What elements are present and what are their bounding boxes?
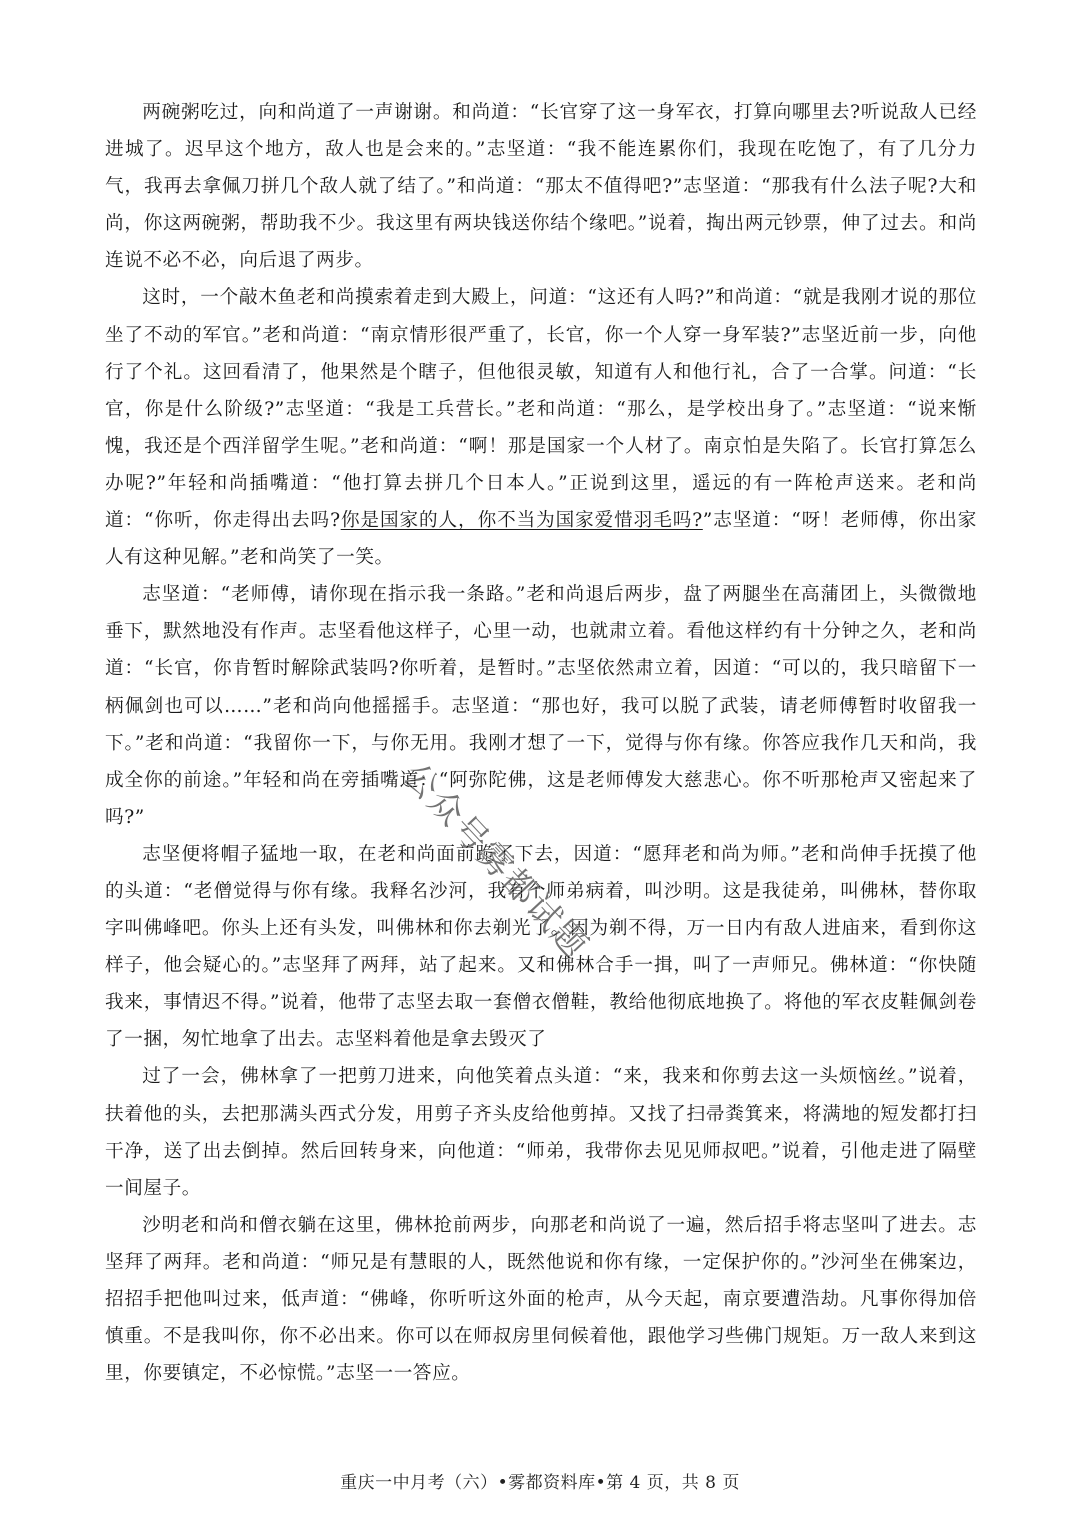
article-body (105, 94, 977, 1392)
paragraph-2-tail: ”志坚道：“呀！老师傅，你出家人有这种见解。”老和尚笑了一笑。 (105, 510, 978, 569)
paragraph-6: 沙明老和尚和僧衣躺在这里，佛林抢前两步，向那老和尚说了一遍，然后招手将志坚叫了进去。志坚拜了两拜。老和尚道：“师兄是有慧眼的人，既然他说和你有缘，一定保护你的。”沙河坐在佛案边，招招手把他叫过来，低声道：“佛峰，你听听这外面的枪声，从今天起，南京要遭浩劫。凡事你得加倍慎重。不是我叫你，你不必出来。你可以在师叔房里伺候着他，跟他学习些佛门规矩。万一敌人来到这里，你要镇定，不必惊慌。”志坚一一答应。 (105, 1214, 977, 1385)
paragraph-1: 两碗粥吃过，向和尚道了一声谢谢。和尚道：“长官穿了这一身军衣，打算向哪里去?听说敌人已经进城了。迟早这个地方，敌人也是会来的。”志坚道：“我不能连累你们，我现在吃饱了，有了几分力气，我再去拿佩刀拼几个敌人就了结了。”和尚道：“那太不值得吧?”志坚道：“那我有什么法子呢?大和尚，你这两碗粥，帮助我不少。我这里有两块钱送你结个缘吧。”说着，掏出两元钞票，伸了过去。和尚连说不必不必，向后退了两步。 (105, 102, 977, 272)
paragraph-5: 过了一会，佛林拿了一把剪刀进来，向他笑着点头道：“来，我来和你剪去这一头烦恼丝。”说着，扶着他的头，去把那满头西式分发，用剪子齐头皮给他剪掉。又找了扫帚粪箕来，将满地的短发都打扫干净，送了出去倒掉。然后回转身来，向他道：“师弟，我带你去见见师叔吧。”说着，引他走进了隔壁一间屋子。 (105, 1066, 977, 1199)
watermark: 公众号雾都试题 (394, 755, 597, 968)
paragraph-4: 志坚便将帽子猛地一取，在老和尚面前跪了下去，因道：“愿拜老和尚为师。”老和尚伸手抚摸了他的头道：“老僧觉得与你有缘。我释名沙河，我有个师弟病着，叫沙明。这是我徒弟，叫佛林，替你取字叫佛峰吧。你头上还有头发，叫佛林和你去剃光了。因为剃不得，万一日内有敌人进庙来，看到你这样子，他会疑心的。”志坚拜了两拜，站了起来。又和佛林合手一揖，叫了一声师兄。佛林道：“你快随我来，事情迟不得。”说着，他带了志坚去取一套僧衣僧鞋，教给他彻底地换了。将他的军衣皮鞋佩剑卷了一捆，匆忙地拿了出去。志坚料着他是拿去毁灭了 (105, 843, 977, 1051)
underlined-sentence: 你是国家的人，你不当为国家爱惜羽毛吗? (340, 510, 703, 532)
paragraph-3: 志坚道：“老师傅，请你现在指示我一条路。”老和尚退后两步，盘了两腿坐在高蒲团上，头微微地垂下，默然地没有作声。志坚看他这样子，心里一动，也就肃立着。看他这样约有十分钟之久，老和尚道：“长官，你肯暂时解除武装吗?你听着，是暂时。”志坚依然肃立着，因道：“可以的，我只暗留下一柄佩剑也可以……”老和尚向他摇摇手。志坚道：“那也好，我可以脱了武装，请老师傅暂时收留我一下。”老和尚道：“我留你一下，与你无用。我刚才想了一下，觉得与你有缘。你答应我作几天和尚，我成全你的前途。”年轻和尚在旁插嘴道：“阿弥陀佛，这是老师傅发大慈悲心。你不听那枪声又密起来了吗?” (105, 584, 977, 828)
page-footer: 重庆一中月考（六）•雾都资料库•第 4 页，共 8 页 (340, 1473, 740, 1493)
paragraph-2-text: 这时，一个敲木鱼老和尚摸索着走到大殿上，问道：“这还有人吗?”和尚道：“就是我刚才说的那位坐了不动的军官。”老和尚道：“南京情形很严重了，长官，你一个人穿一身军装?”志坚近前一步，向他行了个礼。这回看清了，他果然是个瞎子，但他很灵敏，知道有人和他行礼，合了一合掌。问道：“长官，你是什么阶级?”志坚道：“我是工兵营长。”老和尚道：“那么，是学校出身了。”志坚道：“说来惭愧，我还是个西洋留学生呢。”老和尚道：“啊！那是国家一个人材了。南京怕是失陷了。长官打算怎么办呢?”年轻和尚插嘴道：“他打算去拼几个日本人。”正说到这里，遥远的有一阵枪声送来。老和尚道：“你听，你走得出去吗? (105, 287, 977, 532)
paragraph-2 (105, 279, 977, 576)
